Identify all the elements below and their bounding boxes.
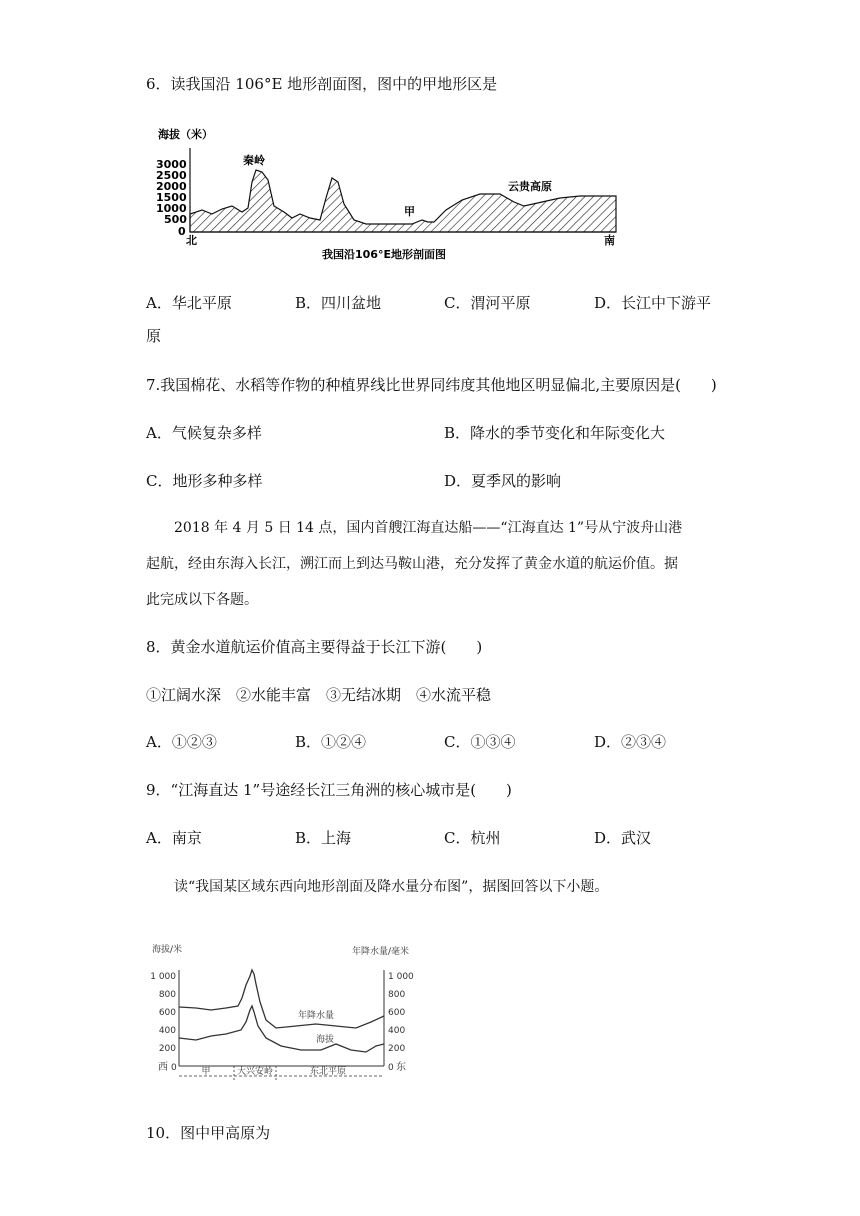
label-yungui: 云贵高原 [508, 180, 552, 193]
q6-option-a[interactable]: A．华北平原 [146, 294, 232, 312]
question-10-stem: 10．图中甲高原为 [146, 1124, 271, 1142]
q7-option-c[interactable]: C．地形多种多样 [146, 472, 263, 490]
passage-1-line-1: 2018 年 4 月 5 日 14 点，国内首艘江海直达船——“江海直达 1”号从宁波舟山港 [174, 520, 683, 536]
q8-option-d[interactable]: D．②③④ [594, 733, 667, 751]
ytick-500: 500 [164, 213, 187, 226]
fig2-rtick-600: 600 [388, 1008, 406, 1018]
ytick-1000: 1000 [156, 202, 187, 215]
fig2-rtick-400: 400 [388, 1026, 406, 1036]
passage-1-line-2: 起航，经由东海入长江，溯江而上到达马鞍山港，充分发挥了黄金水道的航运价值。据 [146, 556, 678, 572]
q9-option-a[interactable]: A．南京 [146, 829, 202, 847]
q6-option-c[interactable]: C．渭河平原 [444, 294, 531, 312]
fig2-ltick-1000: 1 000 [150, 972, 176, 982]
fig2-region-daxinganling: 大兴安岭 [236, 1067, 274, 1077]
fig2-zero-left: 0 [171, 1063, 177, 1073]
ytick-2000: 2000 [156, 180, 187, 193]
passage-1-line-3: 此完成以下各题。 [146, 592, 258, 608]
fig2-rtick-200: 200 [388, 1044, 406, 1054]
q6-option-d[interactable]: D．长江中下游平 [594, 294, 712, 312]
ytick-2500: 2500 [156, 169, 187, 182]
fig2-rtick-800: 800 [388, 990, 406, 1000]
figure-ylabel: 海拔（米） [158, 128, 213, 141]
question-6-stem: 6．读我国沿 106°E 地形剖面图，图中的甲地形区是 [146, 75, 498, 93]
q9-option-b[interactable]: B．上海 [295, 829, 352, 847]
ytick-1500: 1500 [156, 191, 187, 204]
q8-option-c[interactable]: C．①③④ [444, 733, 516, 751]
terrain-profile [190, 170, 616, 232]
passage-2-text: 读“我国某区域东西向地形剖面及降水量分布图”，据图回答以下小题。 [174, 879, 609, 895]
q9-option-c[interactable]: C．杭州 [444, 829, 501, 847]
elevation-curve [179, 1006, 384, 1052]
fig2-left-label: 海拔/米 [152, 945, 183, 955]
fig2-rtick-1000: 1 000 [388, 972, 414, 982]
label-jia: 甲 [404, 205, 415, 218]
fig2-precip-label: 年降水量 [298, 1011, 335, 1021]
q7-option-b[interactable]: B．降水的季节变化和年际变化大 [444, 424, 666, 442]
question-9-stem: 9．“江海直达 1”号途经长江三角洲的核心城市是( ) [146, 781, 512, 799]
ytick-0: 0 [178, 225, 186, 238]
question-8-stem: 8．黄金水道航运价值高主要得益于长江下游( ) [146, 638, 483, 656]
question-7-stem: 7.我国棉花、水稻等作物的种植界线比世界同纬度其他地区明显偏北,主要原因是( ) [146, 376, 717, 394]
label-north: 北 [186, 234, 197, 247]
ytick-3000: 3000 [156, 158, 187, 171]
fig2-ltick-400: 400 [158, 1026, 176, 1036]
q8-choices: ①江阔水深 ②水能丰富 ③无结冰期 ④水流平稳 [146, 686, 492, 704]
fig2-ltick-800: 800 [158, 990, 176, 1000]
fig2-zero-right: 0 [388, 1063, 394, 1073]
fig2-region-dongbei: 东北平原 [309, 1067, 347, 1077]
q9-option-d[interactable]: D．武汉 [594, 829, 652, 847]
q7-option-d[interactable]: D．夏季风的影响 [444, 472, 562, 490]
q8-option-a[interactable]: A．①②③ [146, 733, 217, 751]
figure-106e-profile [150, 122, 630, 267]
precipitation-curve [179, 970, 384, 1028]
fig2-right-label: 年降水量/毫米 [352, 947, 410, 957]
fig2-west: 西 [158, 1062, 168, 1073]
figure-caption: 我国沿106°E地形剖面图 [322, 248, 446, 261]
label-qinling: 秦岭 [243, 154, 265, 167]
fig2-elev-label: 海拔 [316, 1035, 335, 1045]
q6-option-b[interactable]: B．四川盆地 [295, 294, 382, 312]
label-south: 南 [604, 234, 615, 247]
fig2-region-jia: 甲 [201, 1067, 211, 1077]
q8-option-b[interactable]: B．①②④ [295, 733, 367, 751]
fig2-east: 东 [396, 1062, 406, 1073]
fig2-ltick-200: 200 [158, 1044, 176, 1054]
q6-option-d-wrap: 原 [146, 327, 162, 345]
q7-option-a[interactable]: A．气候复杂多样 [146, 424, 262, 442]
figure-ew-profile-precipitation [146, 940, 416, 1080]
fig2-ltick-600: 600 [158, 1008, 176, 1018]
